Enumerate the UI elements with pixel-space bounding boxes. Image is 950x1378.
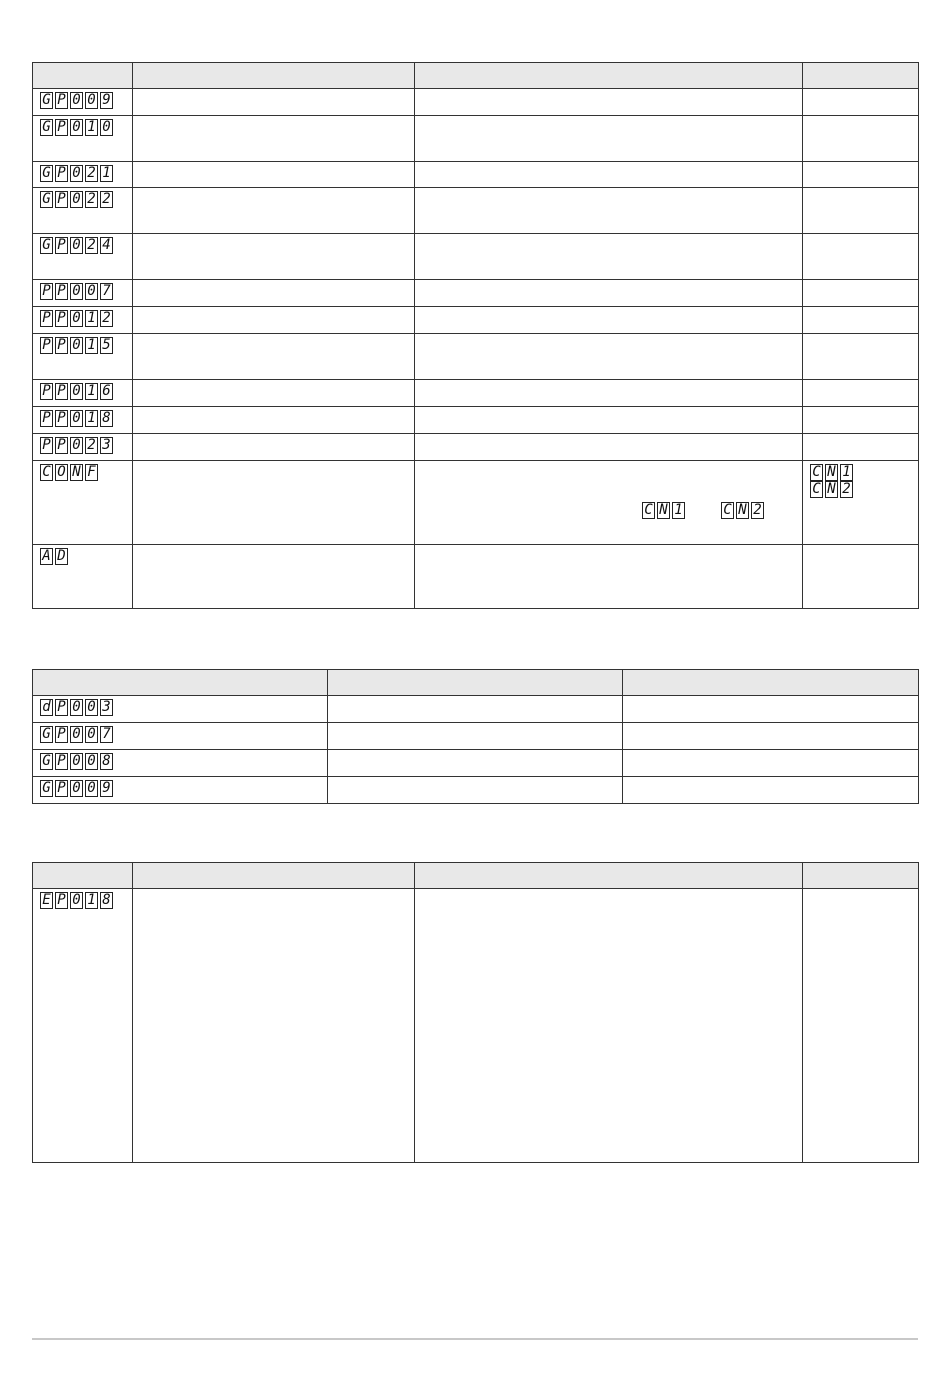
table-cell xyxy=(415,89,803,116)
lcd-digit: P xyxy=(40,410,53,427)
lcd-digit: P xyxy=(40,310,53,327)
lcd-digit: P xyxy=(55,92,68,109)
lcd-digit: P xyxy=(55,237,68,254)
footer-divider xyxy=(32,1338,918,1340)
lcd-digit: d xyxy=(40,699,53,716)
table-cell xyxy=(328,750,623,777)
lcd-digit: E xyxy=(40,892,53,909)
table-cell xyxy=(415,380,803,407)
lcd-digit: P xyxy=(55,780,68,797)
lcd-code xyxy=(40,892,115,909)
lcd-digit: 5 xyxy=(100,337,113,354)
lcd-digit: 9 xyxy=(100,780,113,797)
lcd-digit: 1 xyxy=(85,410,98,427)
header-cell xyxy=(415,863,803,889)
table-row xyxy=(33,777,919,804)
lcd-code xyxy=(40,119,115,136)
header-cell xyxy=(133,63,415,89)
lcd-digit: 0 xyxy=(70,383,83,400)
table-cell xyxy=(133,407,415,434)
lcd-digit: 0 xyxy=(70,437,83,454)
lcd-digit: P xyxy=(40,337,53,354)
table-cell xyxy=(33,334,133,380)
table-row xyxy=(33,307,919,334)
table-row xyxy=(33,545,919,609)
table-cell xyxy=(803,461,919,545)
lcd-digit: P xyxy=(55,191,68,208)
lcd-digit: 0 xyxy=(70,310,83,327)
table-cell xyxy=(415,889,803,1163)
table-row xyxy=(33,461,919,545)
table-row xyxy=(33,334,919,380)
lcd-digit: 4 xyxy=(100,237,113,254)
lcd-digit: D xyxy=(55,548,68,565)
table-cell xyxy=(133,280,415,307)
table-cell xyxy=(415,307,803,334)
table-cell xyxy=(133,116,415,162)
table-cell xyxy=(803,407,919,434)
table-cell xyxy=(415,280,803,307)
lcd-digit: C xyxy=(642,502,655,519)
lcd-digit: P xyxy=(55,699,68,716)
table-cell xyxy=(33,380,133,407)
lcd-code xyxy=(40,548,70,565)
lcd-digit: A xyxy=(40,548,53,565)
table-row xyxy=(33,434,919,461)
table-header-row xyxy=(33,63,919,89)
table-cell xyxy=(803,545,919,609)
lcd-digit: 0 xyxy=(70,892,83,909)
lcd-code xyxy=(721,502,766,520)
table-row xyxy=(33,696,919,723)
table-cell xyxy=(415,434,803,461)
lcd-digit: 3 xyxy=(100,437,113,454)
lcd-digit: P xyxy=(40,283,53,300)
table-cell xyxy=(133,162,415,188)
lcd-digit: 2 xyxy=(85,191,98,208)
lcd-digit: G xyxy=(40,119,53,136)
lcd-digit: O xyxy=(55,464,68,481)
lcd-code xyxy=(40,753,115,770)
table-cell xyxy=(803,334,919,380)
lcd-digit: N xyxy=(825,464,838,481)
table-cell xyxy=(33,889,133,1163)
lcd-digit: G xyxy=(40,92,53,109)
table-cell xyxy=(33,307,133,334)
lcd-digit: 0 xyxy=(70,726,83,743)
lcd-digit: N xyxy=(70,464,83,481)
lcd-code xyxy=(810,464,918,481)
table-cell xyxy=(415,188,803,234)
lcd-digit: 2 xyxy=(85,437,98,454)
lcd-digit: 2 xyxy=(85,237,98,254)
lcd-digit: P xyxy=(55,337,68,354)
lcd-digit: 0 xyxy=(85,726,98,743)
table-row xyxy=(33,889,919,1163)
lcd-digit: 0 xyxy=(85,92,98,109)
lcd-code xyxy=(40,92,115,109)
lcd-digit: 7 xyxy=(100,283,113,300)
lcd-digit: 8 xyxy=(100,410,113,427)
header-cell xyxy=(33,863,133,889)
table-cell xyxy=(803,234,919,280)
table-cell xyxy=(803,188,919,234)
lcd-digit: 0 xyxy=(70,191,83,208)
table-cell xyxy=(415,461,803,545)
lcd-code xyxy=(40,237,115,254)
lcd-digit: 8 xyxy=(100,892,113,909)
lcd-digit: 0 xyxy=(85,780,98,797)
table-cell xyxy=(803,162,919,188)
table-cell xyxy=(415,407,803,434)
lcd-digit: 0 xyxy=(70,337,83,354)
table-cell xyxy=(33,188,133,234)
table-cell xyxy=(328,723,623,750)
table-cell xyxy=(33,777,328,804)
lcd-digit: 0 xyxy=(100,119,113,136)
parameter-table-3 xyxy=(32,862,919,1163)
lcd-digit: P xyxy=(55,165,68,182)
lcd-digit: 1 xyxy=(85,310,98,327)
table-cell xyxy=(415,334,803,380)
lcd-digit: 0 xyxy=(70,410,83,427)
lcd-digit: G xyxy=(40,780,53,797)
table-cell xyxy=(803,280,919,307)
table-cell xyxy=(415,545,803,609)
table-row xyxy=(33,162,919,188)
lcd-digit: 1 xyxy=(100,165,113,182)
lcd-digit: 1 xyxy=(85,383,98,400)
lcd-digit: 0 xyxy=(70,780,83,797)
table-cell xyxy=(803,116,919,162)
lcd-digit: 1 xyxy=(840,464,853,481)
table-cell xyxy=(623,723,919,750)
lcd-digit: 6 xyxy=(100,383,113,400)
table-cell xyxy=(33,461,133,545)
lcd-digit: P xyxy=(40,383,53,400)
lcd-digit: 8 xyxy=(100,753,113,770)
lcd-digit: P xyxy=(55,119,68,136)
header-cell xyxy=(803,63,919,89)
table-cell xyxy=(33,545,133,609)
lcd-digit: C xyxy=(810,464,823,481)
lcd-digit: N xyxy=(736,502,749,519)
table-cell xyxy=(328,696,623,723)
lcd-digit: 0 xyxy=(85,753,98,770)
lcd-digit: 1 xyxy=(672,502,685,519)
lcd-digit: 1 xyxy=(85,892,98,909)
lcd-digit: G xyxy=(40,165,53,182)
lcd-digit: P xyxy=(55,753,68,770)
header-cell xyxy=(33,63,133,89)
header-cell xyxy=(133,863,415,889)
header-cell xyxy=(33,670,328,696)
table-row xyxy=(33,188,919,234)
lcd-code xyxy=(40,699,115,716)
table-cell xyxy=(415,162,803,188)
lcd-digit: 0 xyxy=(85,283,98,300)
parameter-table-2 xyxy=(32,669,919,804)
table-row xyxy=(33,234,919,280)
lcd-digit: 0 xyxy=(70,92,83,109)
lcd-digit: 0 xyxy=(85,699,98,716)
table-cell xyxy=(133,234,415,280)
header-cell xyxy=(623,670,919,696)
lcd-digit: 0 xyxy=(70,753,83,770)
table-cell xyxy=(133,434,415,461)
table-row xyxy=(33,89,919,116)
table-cell xyxy=(33,234,133,280)
table-cell xyxy=(803,307,919,334)
lcd-digit: P xyxy=(55,310,68,327)
lcd-digit: 1 xyxy=(85,337,98,354)
lcd-digit: 9 xyxy=(100,92,113,109)
table-cell xyxy=(33,162,133,188)
lcd-digit: 0 xyxy=(70,165,83,182)
lcd-code xyxy=(810,481,918,498)
lcd-code xyxy=(40,437,115,454)
lcd-digit: N xyxy=(825,481,838,498)
table-header-row xyxy=(33,863,919,889)
table-cell xyxy=(803,434,919,461)
lcd-code xyxy=(40,283,115,300)
table-cell xyxy=(33,116,133,162)
table-cell xyxy=(33,723,328,750)
table-cell xyxy=(33,89,133,116)
lcd-digit: 0 xyxy=(70,699,83,716)
lcd-digit: P xyxy=(55,892,68,909)
lcd-digit: G xyxy=(40,191,53,208)
lcd-digit: 3 xyxy=(100,699,113,716)
lcd-code xyxy=(40,410,115,427)
lcd-digit: 0 xyxy=(70,119,83,136)
table-row xyxy=(33,407,919,434)
lcd-digit: G xyxy=(40,726,53,743)
table-cell xyxy=(133,307,415,334)
table-cell xyxy=(133,545,415,609)
table-cell xyxy=(415,116,803,162)
lcd-digit: 2 xyxy=(85,165,98,182)
lcd-digit: P xyxy=(55,383,68,400)
lcd-digit: P xyxy=(55,437,68,454)
table-cell xyxy=(133,889,415,1163)
table-cell xyxy=(33,434,133,461)
lcd-code xyxy=(40,383,115,400)
table-cell xyxy=(328,777,623,804)
lcd-digit: P xyxy=(55,283,68,300)
lcd-code xyxy=(40,191,115,208)
table-row xyxy=(33,723,919,750)
table-cell xyxy=(33,280,133,307)
parameter-table-1 xyxy=(32,62,919,609)
lcd-digit: 7 xyxy=(100,726,113,743)
lcd-digit: F xyxy=(85,464,98,481)
lcd-digit: P xyxy=(40,437,53,454)
table-row xyxy=(33,280,919,307)
lcd-code xyxy=(40,464,100,481)
lcd-digit: N xyxy=(657,502,670,519)
table-cell xyxy=(803,380,919,407)
lcd-digit: 2 xyxy=(840,481,853,498)
table-cell xyxy=(133,188,415,234)
table-cell xyxy=(133,334,415,380)
lcd-code xyxy=(642,502,687,520)
lcd-digit: C xyxy=(810,481,823,498)
lcd-digit: C xyxy=(40,464,53,481)
lcd-digit: G xyxy=(40,237,53,254)
lcd-code xyxy=(40,726,115,743)
header-cell xyxy=(328,670,623,696)
table-header-row xyxy=(33,670,919,696)
table-row xyxy=(33,116,919,162)
table-row xyxy=(33,380,919,407)
lcd-code xyxy=(40,780,115,797)
table-cell xyxy=(623,750,919,777)
table-cell xyxy=(623,696,919,723)
lcd-digit: 2 xyxy=(100,310,113,327)
header-cell xyxy=(803,863,919,889)
lcd-digit: 2 xyxy=(751,502,764,519)
lcd-code xyxy=(40,310,115,327)
lcd-digit: 0 xyxy=(70,237,83,254)
table-cell xyxy=(33,696,328,723)
header-cell xyxy=(415,63,803,89)
lcd-digit: P xyxy=(55,726,68,743)
table-cell xyxy=(33,750,328,777)
table-cell xyxy=(623,777,919,804)
table-cell xyxy=(33,407,133,434)
table-row xyxy=(33,750,919,777)
lcd-digit: C xyxy=(721,502,734,519)
lcd-digit: 0 xyxy=(70,283,83,300)
table-cell xyxy=(133,380,415,407)
lcd-code xyxy=(40,165,115,182)
table-cell xyxy=(133,89,415,116)
lcd-digit: P xyxy=(55,410,68,427)
table-cell xyxy=(133,461,415,545)
table-cell xyxy=(803,89,919,116)
lcd-digit: G xyxy=(40,753,53,770)
lcd-code xyxy=(40,337,115,354)
table-cell xyxy=(803,889,919,1163)
lcd-digit: 1 xyxy=(85,119,98,136)
lcd-digit: 2 xyxy=(100,191,113,208)
table-cell xyxy=(415,234,803,280)
